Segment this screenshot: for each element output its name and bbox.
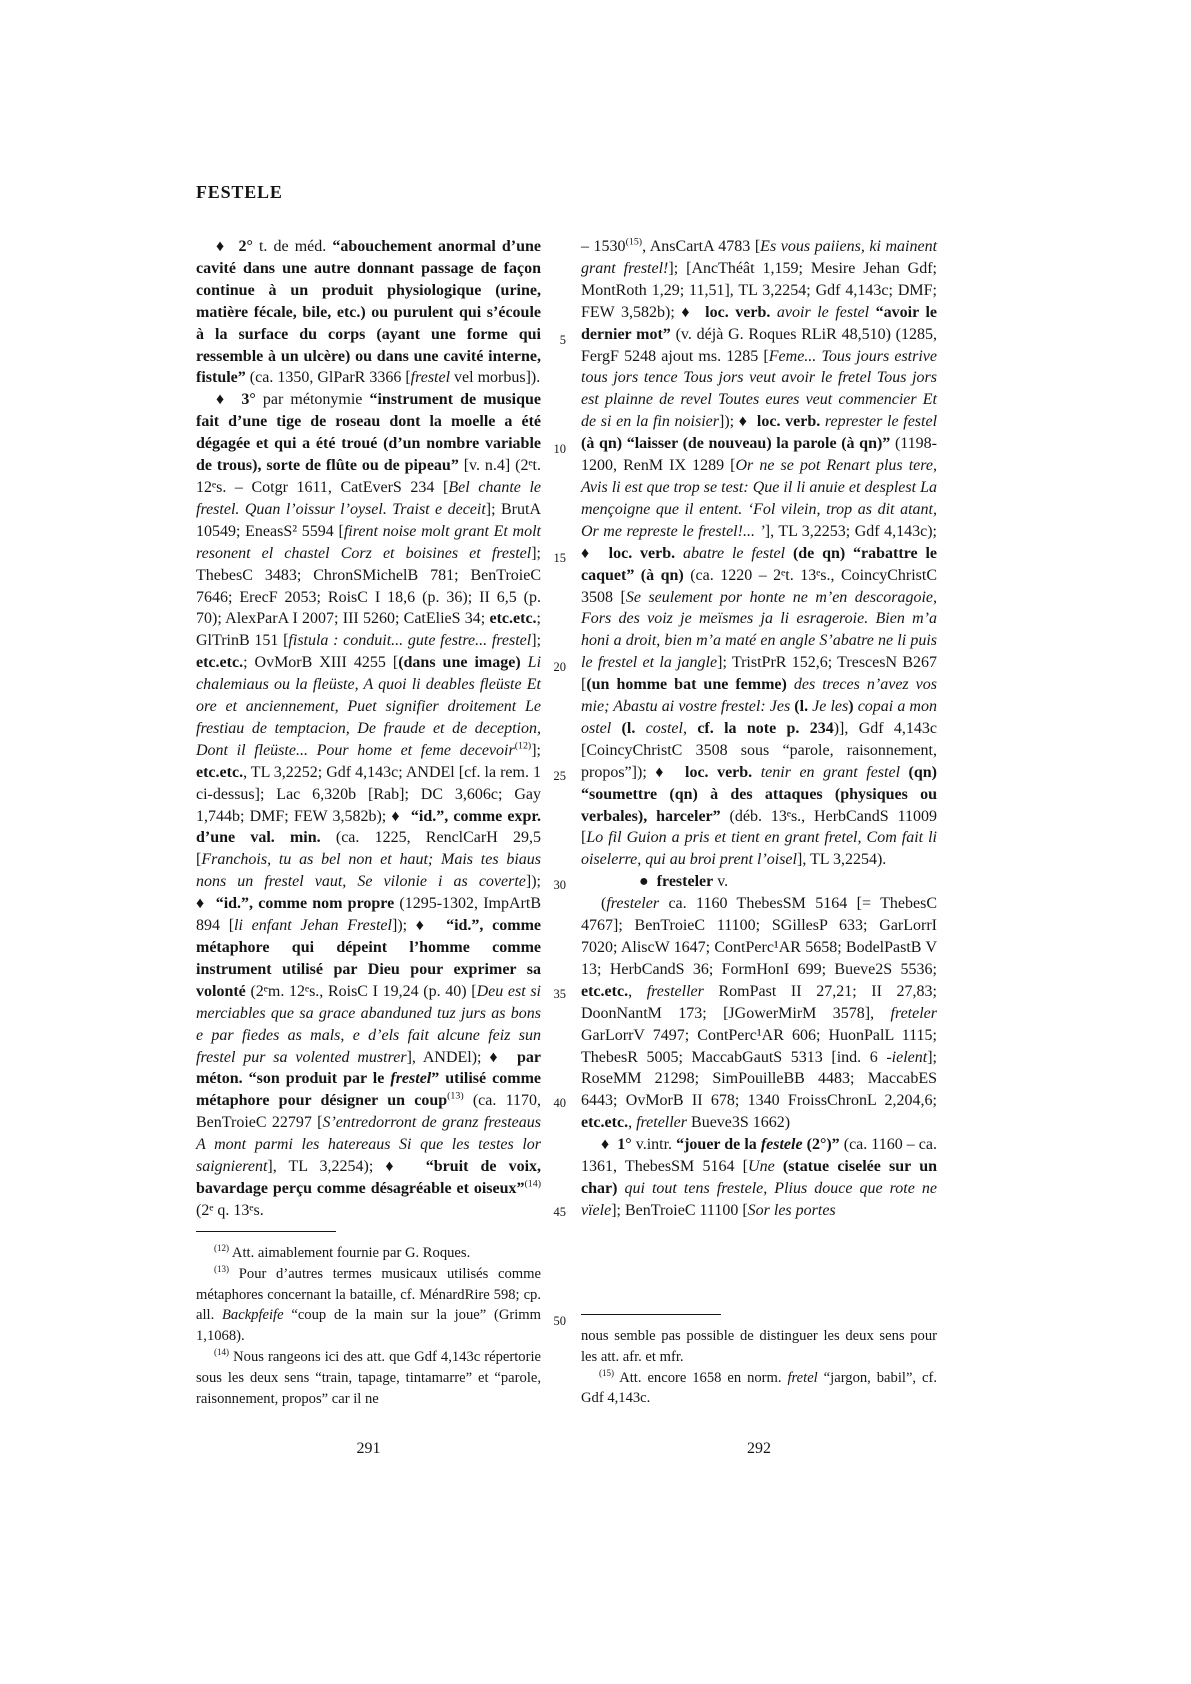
text-run: Or ne se pot Renart plus tere, Avis li est que trop se test: Que il li anuie et desplest La mençoigne que il entent. ‘Fol vilein, trop as dit atant, Or me represte le frestel!... ’: [581, 457, 937, 540]
text-run: Une: [748, 1158, 783, 1176]
text-run: copai a mon ostel: [581, 698, 937, 737]
text-run: frestel: [410, 369, 451, 387]
text-run: ♦ loc. verb.: [738, 413, 825, 431]
text-run: v.: [713, 873, 729, 891]
text-run: freteller: [636, 1114, 688, 1132]
text-run: ,: [682, 719, 698, 737]
page-number-right: 292: [747, 1440, 771, 1457]
text-run: ♦ 3°: [216, 391, 263, 409]
text-run: “abouchement anormal d’une cavité dans une autre donnant passage de façon continue à un produit physiologique (urine, matière fécale, bile, etc.) ou purulent qui s’écoule à la surface du corps (ayant une forme qui ressemble à un ulcère) ou dans une cavité interne, fistule”: [196, 238, 542, 387]
text-run: Lo fil Guion a pris et tient en grant fretel, Com fait li oiselerre, qui au broi prent l’oisel: [581, 829, 937, 869]
text-run: (13): [214, 1263, 230, 1274]
text-run: ●: [639, 873, 657, 891]
text-run: li enfant Jehan Frestel: [234, 917, 392, 935]
text-run: )], Gdf 4,143c [CoincyChristC 3508 sous “parole, raisonnement, propos”]);: [581, 719, 938, 781]
text-run: (de qn) “rabattre le caquet” (à qn): [581, 544, 937, 584]
text-run: (2ᵉm. 12ᵉs., RoisC I 19,24 (p. 40) [: [250, 982, 477, 1000]
text-run: ], TL 3,2254).: [796, 851, 887, 869]
text-run: ♦ 2°: [216, 238, 259, 255]
line-number: 15: [553, 551, 566, 565]
text-run: freteler: [890, 1004, 937, 1022]
sense-paragraph-1: [581, 1134, 937, 1222]
text-run: ]; [AncThéât 1,159; Mesire Jehan Gdf; MontRoth 1,29; 11,51], TL 3,2254; Gdf 4,143c; DMF; FEW 3,582b);: [581, 259, 938, 321]
text-run: (: [601, 895, 607, 913]
text-run: Es vous paiiens, ki mainent grant frestel!: [581, 238, 938, 277]
text-run: (15): [625, 236, 643, 248]
text-run: (ca. 1170, BenTroieC 22797 [: [196, 1092, 542, 1132]
text-run: ]; RoseMM 21298; SimPouilleBB 4483; MaccabES 6443; OvMorB II 678; 1340 FroissChronL 2,204,6;: [581, 1048, 937, 1110]
text-run: (un homme bat une femme): [586, 676, 794, 694]
text-run: Att. encore 1658 en norm.: [614, 1369, 788, 1386]
footnote-separator-right: [581, 1314, 721, 1315]
text-run: [v. n.4] (2ᵉt. 12ᵉs. – Cotgr 1611, CatEverS 234 [: [196, 457, 541, 496]
text-run: ], TL 3,2254);: [267, 1158, 386, 1176]
text-run: (l.: [794, 698, 813, 716]
text-run: Bueve3S 1662): [687, 1114, 791, 1132]
text-run: (dans une image): [398, 654, 528, 672]
text-run: (à qn) “laisser (de nouveau) la parole (à qn)”: [581, 435, 895, 453]
text-run: Backpfeife: [222, 1307, 284, 1324]
line-number: 30: [553, 878, 566, 892]
footnote-separator-left: [196, 1231, 336, 1232]
text-run: (l.: [621, 719, 646, 737]
text-run: ]; ThebesC 3483; ChronSMichelB 781; BenTroieC 7646; ErecF 2053; RoisC I 18,6 (p. 36); II 6,5 (p. 70); AlexParA I 2007; III 5260; CatElieS 34;: [196, 544, 541, 628]
text-run: fresteler: [656, 873, 714, 891]
text-run: fresteler: [606, 895, 660, 913]
text-run: ♦ “id.”, comme expr. d’une val. min.: [196, 807, 542, 847]
text-run: nous semble pas possible de distinguer les deux sens pour les att. afr. et mfr.: [581, 1328, 937, 1365]
text-run: etc.etc.: [489, 610, 537, 628]
text-run: (déb. 13ᵉs., HerbCandS 11009 [: [581, 807, 937, 847]
text-run: firent noise molt grant Et molt resonent el chastel Corz et boisines et frestel: [196, 522, 542, 562]
footnote-14-continuation: [581, 1326, 937, 1368]
text-run: festele: [760, 1136, 807, 1154]
text-run: vel morbus]).: [450, 369, 541, 387]
text-run: (statue ciselée sur un char): [581, 1158, 938, 1197]
text-run: (1198-1200, RenM IX 1289 [: [581, 435, 937, 475]
text-run: (1295-1302, ImpArtB 894 [: [196, 895, 541, 935]
line-number: 20: [553, 660, 566, 674]
footnote-13: [196, 1264, 541, 1347]
text-run: Se seulement por honte ne m’en descoragoie, Fors des voiz je meïsmes ja li esrageroie. Bien m’a honi a droit, bien m’a maté en angle S’abatre ne li puis le frestel et la jangle: [581, 588, 938, 672]
text-run: (14): [524, 1178, 541, 1190]
text-run: (12): [514, 740, 532, 752]
text-run: par métonymie: [262, 391, 370, 409]
forms-paragraph: [581, 893, 937, 1134]
line-number: 40: [553, 1096, 566, 1110]
text-run: ], TL 3,2253; Gdf 4,143c);: [764, 522, 937, 540]
text-run: (ca. 1220 – 2ᵉt. 13ᵉs., CoincyChristC 3508 [: [581, 566, 938, 606]
text-run: ca. 1160 ThebesSM 5164 [= ThebesC 4767]; BenTroieC 11100; SGillesP 633; GarLorrI 7020; AliscW 1647; ContPerc¹AR 5658; BodelPastB V 13; HerbCandS 36; FormHonI 699; Bueve2S 5536;: [581, 895, 937, 978]
entry-headword: FESTELE: [196, 182, 283, 202]
text-run: ): [848, 698, 858, 716]
text-run: (ca. 1350, GlParR 3366 [: [245, 369, 411, 387]
text-run: ]);: [391, 917, 416, 935]
text-run: (ca. 1160 – ca. 1361, ThebesSM 5164 [: [581, 1136, 938, 1176]
text-run: , AnsCartA 4783 [: [642, 238, 761, 255]
text-run: – 1530: [581, 238, 626, 255]
text-run: etc.etc.: [196, 763, 244, 781]
text-run: ; GlTrinB 151 [: [196, 610, 541, 650]
text-run: (13): [447, 1091, 464, 1103]
text-run: ♦ loc. verb.: [655, 763, 761, 781]
text-run: “jargon, babil”, cf. Gdf 4,143c.: [581, 1369, 937, 1407]
text-run: ” utilisé comme métaphore pour désigner un coup: [196, 1070, 541, 1110]
text-run: v.intr.: [635, 1136, 677, 1154]
line-number: 10: [553, 442, 566, 456]
line-number-gutter: [540, 236, 568, 1336]
text-run: Nous rangeons ici des att. que Gdf 4,143c répertorie sous les deux sens “train, tapage, tintamarre” et “parole, raisonnement, propos” car il ne: [196, 1348, 541, 1407]
text-run: Deu est si merciables que sa grace abanduned tuz jurs as bons e par fiedes as mals, e d’els fait alcune feiz sun frestel pur sa volented mustrer: [196, 982, 541, 1066]
text-run: ]);: [525, 873, 541, 891]
text-run: Franchois, tu as bel non et haut; Mais tes biaus nons un frestel vaut, Se vilonie i as coverte: [196, 851, 541, 891]
left-column: [196, 236, 541, 1222]
text-run: cf. la note p. 234: [697, 719, 834, 737]
text-run: Att. aimablement fournie par G. Roques.: [229, 1245, 471, 1261]
text-run: t. de méd.: [258, 238, 333, 255]
sense-paragraph-continuation: [581, 236, 937, 871]
subentry-fresteler: [581, 871, 937, 893]
text-run: ]; BrutA 10549; EneasS² 5594 [: [196, 500, 541, 540]
right-footnotes: [581, 1326, 937, 1409]
left-footnotes: [196, 1243, 541, 1409]
text-run: ]; BenTroieC 11100 [: [611, 1201, 748, 1219]
text-run: Feme... Tous jours estrive tous jors tence Tous jors veut avoir le fretel Tous jors est plainne de revel Toutes eures veut commencier Et de si en la fin noisier: [581, 347, 937, 431]
text-run: ♦ “bruit de voix, bavardage perçu comme désagréable et oiseux”: [196, 1158, 542, 1197]
text-run: (14): [214, 1347, 230, 1358]
text-run: “jouer de la: [676, 1136, 761, 1154]
text-run: fretel: [787, 1369, 818, 1386]
text-run: fistula : conduit... gute festre... frestel: [288, 632, 532, 650]
sense-paragraph-2: [196, 236, 541, 389]
text-run: etc.etc.: [581, 982, 629, 1000]
right-column: [581, 236, 937, 1222]
text-run: Sor les portes: [747, 1201, 836, 1219]
footnote-14: [196, 1347, 541, 1409]
text-run: (v. déjà G. Roques RLiR 48,510) (1285, FergF 5248 ajout ms. 1285 [: [581, 325, 938, 365]
text-run: Je les: [812, 698, 849, 716]
text-run: ♦ “id.”, comme nom propre: [196, 895, 400, 913]
text-run: ]);: [718, 413, 739, 431]
text-run: Li chalemiaus ou la fleüste, A quoi li deables fleüste Et ore et anciennement, Puet signifier droitement Le frestiau de temptacion, De fraude et de deception, Dont il fleüste... Pour home et feme decevoir: [196, 654, 542, 759]
text-run: ♦ loc. verb.: [681, 303, 777, 321]
line-number: 45: [553, 1205, 566, 1219]
text-run: ♦ 1°: [601, 1136, 636, 1154]
text-run: etc.etc.: [196, 654, 244, 672]
text-run: (2ᵉ q. 13ᵉs.: [196, 1201, 264, 1219]
text-run: avoir le festel: [776, 303, 876, 321]
text-run: (ca. 1225, RenclCarH 29,5 [: [196, 829, 541, 869]
text-run: -ielent: [886, 1048, 928, 1066]
text-run: , TL 3,2252; Gdf 4,143c; ANDEl [cf. la rem. 1 ci-dessus]; Lac 6,320b [Rab]; DC 3,606c; Gay 1,744b; DMF; FEW 3,582b);: [196, 763, 541, 825]
text-run: Pour d’autres termes musicaux utilisés comme métaphores concernant la bataille, cf. MénardRire 598; cp. all.: [196, 1265, 541, 1324]
text-run: des treces n’avez vos mie; Abastu ai vostre frestel: Jes: [581, 676, 937, 716]
line-number: 25: [553, 769, 566, 783]
text-run: frestel: [390, 1070, 432, 1088]
text-run: ♦ loc. verb.: [581, 544, 683, 562]
footnote-15: [581, 1368, 937, 1410]
text-run: “avoir le dernier mot”: [581, 303, 937, 343]
text-run: ];: [531, 632, 542, 650]
text-run: ]; TristPrR 152,6; TrescesN B267 [: [581, 654, 937, 694]
text-run: ], ANDEl);: [406, 1048, 490, 1066]
text-run: ,: [628, 1114, 637, 1132]
text-run: (15): [599, 1367, 615, 1378]
line-number: 35: [553, 987, 566, 1001]
text-run: S’entredorront de granz fresteaus A mont parmi les hatereaus Si que les testes lor saignierent: [196, 1114, 541, 1176]
text-run: ; OvMorB XIII 4255 [: [243, 654, 399, 672]
text-run: ♦ “id.”, comme métaphore qui dépeint l’homme comme instrument utilisé par Dieu pour exprimer sa volonté: [196, 917, 541, 1000]
text-run: qui tout tens frestele, Plius douce que rote ne vïele: [581, 1179, 937, 1219]
text-run: Bel chante le frestel. Quan l’oissur l’oysel. Traist e deceit: [196, 478, 542, 518]
text-run: “instrument de musique fait d’une tige de roseau dont la moelle a été dégagée et qui a été troué (d’un nombre variable de trous), sorte de flûte ou de pipeau”: [196, 391, 541, 475]
line-number: 50: [553, 1314, 566, 1328]
text-run: GarLorrV 7497; ContPerc¹AR 606; HuonPalL 1115; ThebesR 5005; MaccabGautS 5313 [ind. 6: [581, 1026, 937, 1066]
text-run: “coup de la main sur la joue” (Grimm 1,1068).: [196, 1307, 541, 1345]
page-number-left: 291: [356, 1440, 381, 1457]
text-run: etc.etc.: [581, 1114, 629, 1132]
text-run: abatre le festel: [682, 544, 793, 562]
text-run: ];: [531, 741, 541, 759]
text-run: ,: [628, 982, 647, 1000]
text-run: represter le festel: [824, 413, 938, 431]
text-run: (2°)”: [806, 1136, 844, 1154]
footnote-12: [196, 1243, 541, 1264]
line-number: 5: [559, 333, 566, 347]
text-run: tenir en grant festel: [760, 763, 909, 781]
text-run: RomPast II 27,21; II 27,83; DoonNantM 173; [JGowerMirM 3578],: [581, 982, 938, 1022]
text-run: ♦ par méton. “son produit par le: [196, 1048, 541, 1088]
text-run: costel: [645, 719, 683, 737]
text-run: (qn) “soumettre (qn) à des attaques (physiques ou verbales), harceler”: [581, 763, 937, 825]
sense-paragraph-3: [196, 389, 541, 1221]
text-run: fresteller: [646, 982, 704, 1000]
text-run: (12): [214, 1243, 230, 1254]
